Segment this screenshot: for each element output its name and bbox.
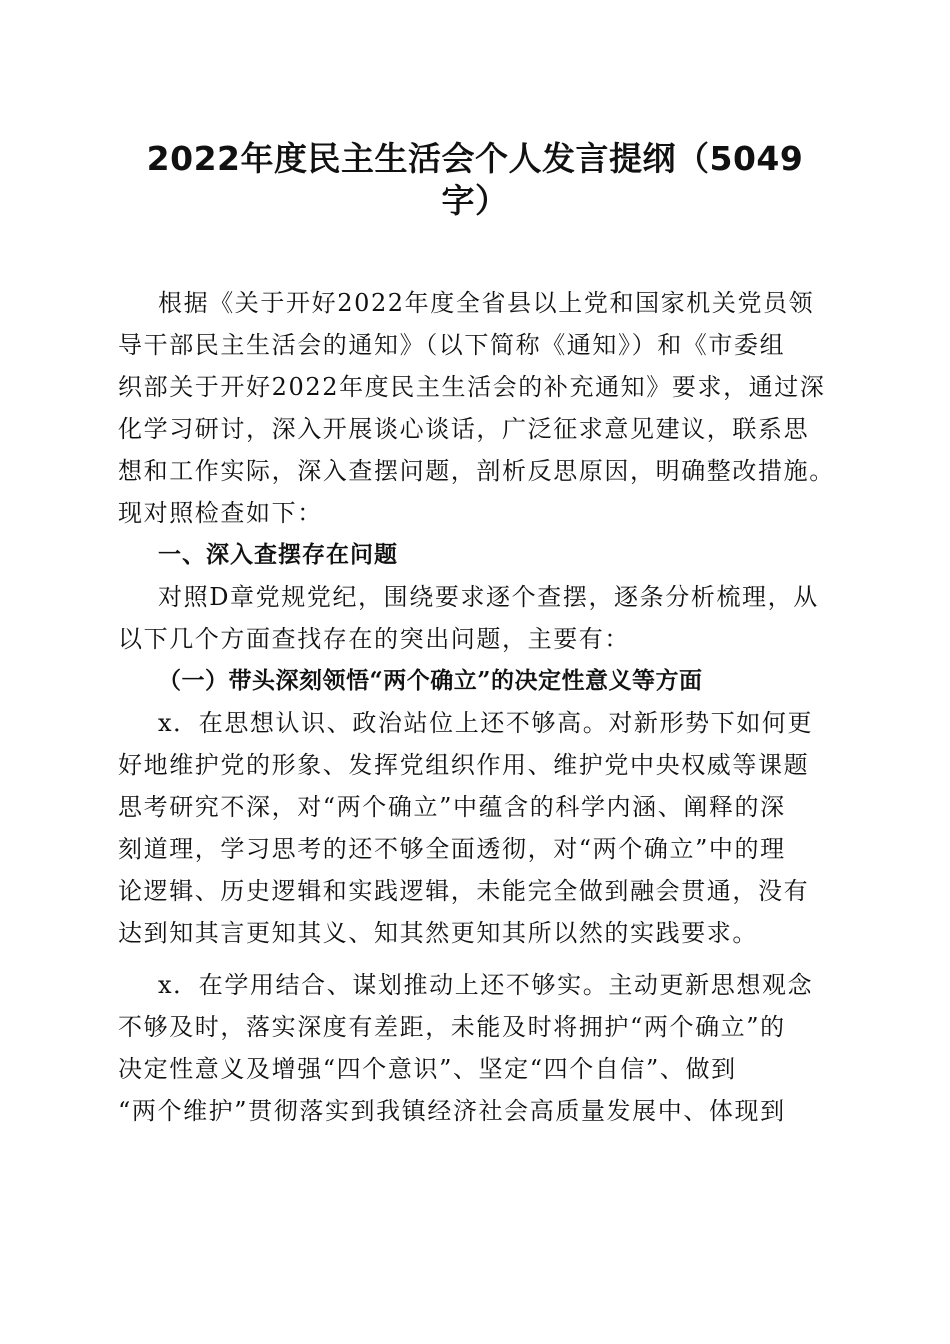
section-heading-1: 一、深入查摆存在问题 bbox=[158, 542, 398, 568]
text-line: 现对照检查如下： bbox=[118, 499, 323, 527]
paragraph-item-2 bbox=[118, 964, 838, 1132]
text-line: 达到知其言更知其义、知其然更知其所以然的实践要求。 bbox=[118, 919, 758, 947]
text-line: x．在学用结合、谋划推动上还不够实。主动更新思想观念 bbox=[158, 971, 814, 999]
text-line: 论逻辑、历史逻辑和实践逻辑，未能完全做到融会贯通，没有 bbox=[118, 877, 810, 905]
text-line: 根据《关于开好2022年度全省县以上党和国家机关党员领 bbox=[158, 289, 815, 317]
text-line: 以下几个方面查找存在的突出问题，主要有： bbox=[118, 625, 630, 653]
paragraph-item-1 bbox=[118, 702, 838, 954]
document-body bbox=[118, 282, 838, 1132]
text-line: x．在思想认识、政治站位上还不够高。对新形势下如何更 bbox=[158, 709, 814, 737]
text-line: 好地维护党的形象、发挥党组织作用、维护党中央权威等课题 bbox=[118, 751, 810, 779]
text-line: 织部关于开好2022年度民主生活会的补充通知》要求，通过深 bbox=[118, 373, 826, 401]
document-title bbox=[120, 138, 830, 222]
paragraph-overview bbox=[118, 576, 838, 660]
text-line: “两个维护”贯彻落实到我镇经济社会高质量发展中、体现到 bbox=[118, 1097, 786, 1125]
text-line: 想和工作实际，深入查摆问题，剖析反思原因，明确整改措施。 bbox=[118, 457, 835, 485]
paragraph-intro bbox=[118, 282, 838, 534]
subsection-heading-1: （一）带头深刻领悟“两个确立”的决定性意义等方面 bbox=[158, 667, 703, 694]
title-line-2: 字） bbox=[441, 181, 509, 220]
text-line: 决定性意义及增强“四个意识”、坚定“四个自信”、做到 bbox=[118, 1055, 737, 1083]
text-line: 对照D章党规党纪，围绕要求逐个查摆，逐条分析梳理，从 bbox=[158, 583, 819, 611]
text-line: 思考研究不深，对“两个确立”中蕴含的科学内涵、阐释的深 bbox=[118, 793, 786, 821]
text-line: 化学习研讨，深入开展谈心谈话，广泛征求意见建议，联系思 bbox=[118, 415, 810, 443]
text-line: 不够及时，落实深度有差距，未能及时将拥护“两个确立”的 bbox=[118, 1013, 786, 1041]
title-line-1: 2022年度民主生活会个人发言提纲（5049 bbox=[146, 139, 804, 178]
text-line: 刻道理，学习思考的还不够全面透彻，对“两个确立”中的理 bbox=[118, 835, 786, 863]
text-line: 导干部民主生活会的通知》（以下简称《通知》）和《市委组 bbox=[118, 331, 786, 359]
paragraph-gap bbox=[118, 954, 838, 964]
